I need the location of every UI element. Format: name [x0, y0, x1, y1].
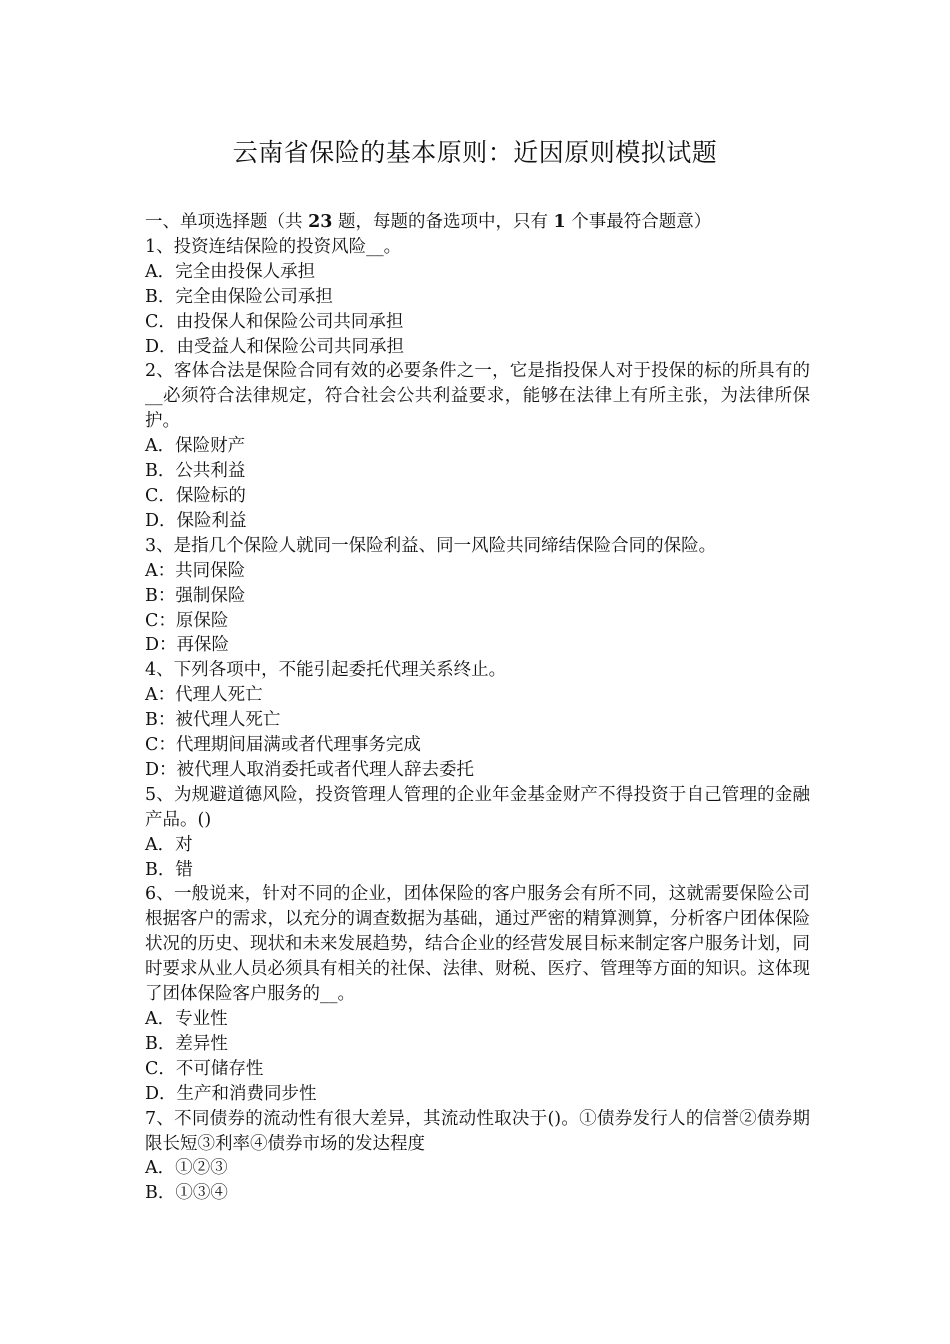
question-2-option-d: D．保险利益 [145, 510, 247, 531]
section-heading [145, 210, 810, 235]
question-6-option-d: D．生产和消费同步性 [145, 1083, 317, 1104]
question-5-option-a: A．对 [145, 834, 193, 855]
question-1-option-b: B．完全由保险公司承担 [145, 286, 333, 307]
document-body [145, 210, 810, 1206]
section-heading-mid: 题，每题的备选项中，只有 [332, 212, 554, 232]
question-6-option-a: A．专业性 [145, 1009, 228, 1029]
question-2-option-a: A．保险财产 [145, 436, 246, 457]
question-3-option-d: D：再保险 [145, 635, 230, 656]
answer-count: 1 [553, 212, 566, 232]
question-3-text: 3、是指几个保险人就同一保险利益、同一风险共同缔结保险合同的保险。 [145, 535, 717, 556]
question-6-option-b: B．差异性 [145, 1033, 228, 1054]
question-7-text: 7、不同债券的流动性有很大差异，其流动性取决于()。①债券发行人的信誉②债券期限长短③利率④债券市场的发达程度 [145, 1108, 810, 1154]
question-1-option-a: A．完全由投保人承担 [145, 261, 316, 282]
question-3-option-b: B：强制保险 [145, 585, 246, 606]
question-6-option-c: C．不可储存性 [145, 1058, 264, 1079]
question-4-option-c: C：代理期间届满或者代理事务完成 [145, 735, 421, 756]
section-heading-prefix: 一、单项选择题（共 [145, 212, 309, 232]
question-1-option-d: D．由受益人和保险公司共同承担 [145, 336, 405, 357]
question-3-option-a: A：共同保险 [145, 560, 246, 581]
document-title: 云南省保险的基本原则：近因原则模拟试题 [232, 138, 718, 167]
question-5-text: 5、为规避道德风险，投资管理人管理的企业年金基金财产不得投资于自己管理的金融产品。() [145, 784, 810, 830]
question-4-option-b: B：被代理人死亡 [145, 710, 281, 731]
question-1-text: 1、投资连结保险的投资风险__。 [145, 236, 402, 257]
question-3-option-c: C：原保险 [145, 610, 229, 631]
question-7-option-a: A．①②③ [145, 1158, 228, 1179]
section-heading-suffix: 个事最符合题意） [565, 212, 712, 232]
question-2-text: 2、客体合法是保险合同有效的必要条件之一，它是指投保人对于投保的标的所具有的__必须符合法律规定，符合社会公共利益要求，能够在法律上有所主张，为法律所保护。 [145, 361, 810, 432]
question-6-text: 6、一般说来，针对不同的企业，团体保险的客户服务会有所不同，这就需要保险公司根据客户的需求，以充分的调查数据为基础，通过严密的精算测算，分析客户团体保险状况的历史、现状和未来发展趋势，结合企业的经营发展目标来制定客户服务计划，同时要求从业人员必须具有相关的社保、法律、财税、医疗、管理等方面的知识。这体现了团体保险客户服务的__。 [145, 884, 810, 1005]
question-4-option-d: D：被代理人取消委托或者代理人辞去委托 [145, 759, 475, 780]
question-count: 23 [308, 212, 333, 232]
question-1-option-c: C．由投保人和保险公司共同承担 [145, 311, 404, 332]
question-4-option-a: A：代理人死亡 [145, 685, 263, 706]
question-4-text: 4、下列各项中，不能引起委托代理关系终止。 [145, 660, 507, 681]
question-5-option-b: B．错 [145, 859, 193, 880]
question-2-option-c: C．保险标的 [145, 485, 246, 506]
question-7-option-b: B．①③④ [145, 1183, 228, 1204]
question-2-option-b: B．公共利益 [145, 461, 246, 482]
